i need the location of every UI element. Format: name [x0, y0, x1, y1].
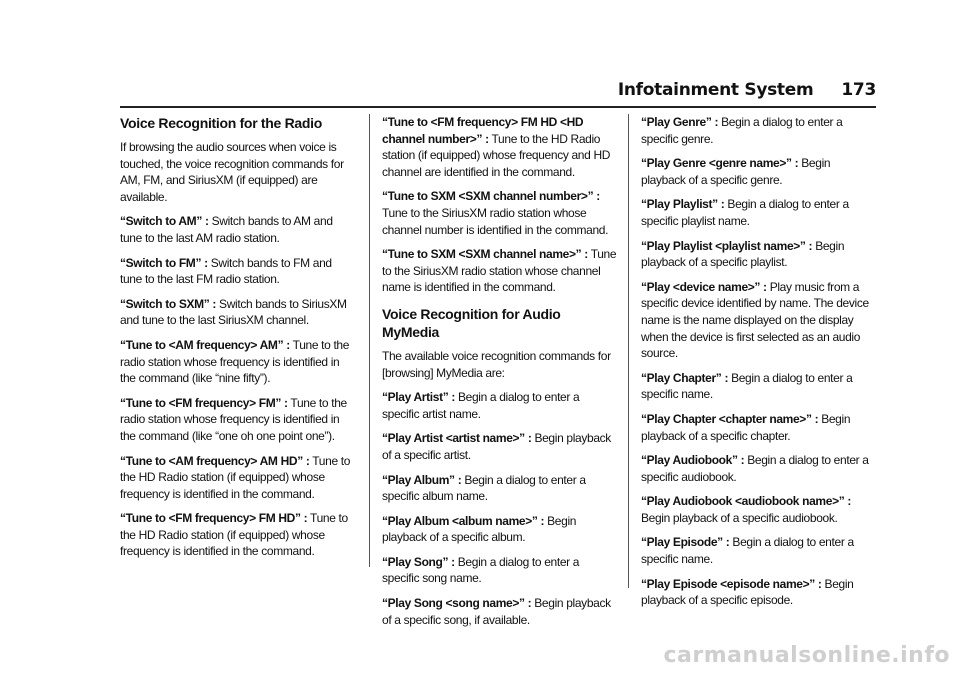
- command-description: Begin playback of a specific artist.: [382, 431, 611, 462]
- command-phrase: “Tune to SXM <SXM channel name>” :: [382, 247, 588, 262]
- command-phrase: “Play Chapter” :: [641, 370, 729, 385]
- command-item: [120, 453, 356, 503]
- watermark: carmanualsonline.info: [663, 643, 950, 668]
- command-item: [641, 452, 877, 485]
- command-phrase: “Tune to <FM frequency> FM HD <HD channel number>” :: [382, 115, 584, 146]
- command-phrase: “Switch to AM” :: [120, 214, 209, 229]
- page-header: [600, 80, 876, 104]
- command-description: Tune to the radio station whose frequency is identified in the command (like “nine fifty”).: [120, 337, 350, 386]
- command-list: [641, 114, 877, 609]
- command-item: [382, 430, 618, 463]
- command-phrase: “Play Audiobook <audiobook name>” :: [641, 494, 852, 509]
- command-item: [382, 472, 618, 505]
- command-phrase: “Tune to <AM frequency> AM HD” :: [120, 453, 310, 468]
- command-phrase: “Tune to <FM frequency> FM” :: [120, 395, 288, 410]
- command-item: [641, 114, 877, 147]
- command-item: [382, 188, 618, 238]
- command-description: Switch bands to FM and tune to the last FM radio station.: [120, 255, 332, 287]
- command-description: Begin a dialog to enter a specific name.: [641, 370, 853, 402]
- command-phrase: “Play Episode <episode name>” :: [641, 576, 822, 591]
- command-description: Begin a dialog to enter a specific genre.: [641, 115, 843, 146]
- command-item: [382, 595, 618, 628]
- command-phrase: “Switch to FM” :: [120, 255, 208, 270]
- command-description: Tune to the HD Radio station (if equipped) whose frequency is identified in the command.: [120, 511, 348, 559]
- command-phrase: “Play Chapter <chapter name>” :: [641, 411, 819, 426]
- intro-paragraph: The available voice recognition commands for [browsing] MyMedia are:: [382, 348, 611, 380]
- command-item: [120, 395, 356, 445]
- command-description: Begin a dialog to enter a specific artist name.: [382, 390, 580, 421]
- command-item: [382, 114, 618, 180]
- command-description: Tune to the SiriusXM radio station whose channel name is identified in the command.: [382, 247, 617, 295]
- command-phrase: “Play Playlist” :: [641, 197, 725, 212]
- command-phrase: “Tune to SXM <SXM channel number>” :: [382, 189, 600, 204]
- command-description: Begin playback of a specific song, if available.: [382, 596, 611, 627]
- command-description: Tune to the SiriusXM radio station whose channel number is identified in the command.: [382, 205, 609, 237]
- command-description: Tune to the radio station whose frequency is identified in the command (like “one oh one point one”).: [120, 395, 347, 443]
- command-phrase: “Tune to <AM frequency> AM” :: [120, 337, 290, 352]
- column-2: [382, 114, 618, 636]
- command-item: [382, 513, 618, 546]
- command-item: [382, 554, 618, 587]
- command-phrase: “Play Song” :: [382, 554, 455, 569]
- command-item: [120, 213, 356, 246]
- command-description: Begin a dialog to enter a specific song name.: [382, 554, 580, 586]
- header-title: Infotainment System: [617, 80, 814, 100]
- command-phrase: “Play Album <album name>” :: [382, 513, 545, 528]
- command-description: Begin playback of a specific chapter.: [641, 411, 851, 443]
- command-phrase: “Play Artist <artist name>” :: [382, 431, 532, 446]
- command-list: [382, 114, 618, 296]
- command-phrase: “Play Playlist <playlist name>” :: [641, 238, 813, 253]
- command-item: [382, 246, 618, 296]
- header-rule: [120, 106, 876, 108]
- command-item: [641, 238, 877, 271]
- command-description: Begin a dialog to enter a specific album name.: [382, 472, 586, 504]
- command-description: Switch bands to SiriusXM and tune to the last SiriusXM channel.: [120, 296, 347, 328]
- command-phrase: “Play Audiobook” :: [641, 453, 745, 468]
- command-item: [641, 279, 877, 362]
- command-description: Tune to the HD Radio station (if equipped) whose frequency is identified in the command.: [120, 453, 351, 501]
- command-phrase: “Play Genre <genre name>” :: [641, 156, 799, 171]
- command-phrase: “Play <device name>” :: [641, 279, 767, 294]
- command-list: [120, 213, 356, 560]
- command-description: Begin playback of a specific album.: [382, 513, 577, 545]
- column-3: [641, 114, 877, 617]
- column-divider-1: [369, 114, 370, 567]
- intro-paragraph: If browsing the audio sources when voice is touched, the voice recognition commands for AM, FM, and SiriusXM (if equipped) are available.: [120, 140, 344, 204]
- command-description: Begin a dialog to enter a specific name.: [641, 535, 854, 567]
- command-description: Tune to the HD Radio station (if equipped) whose frequency and HD channel are identified in the command.: [382, 131, 611, 179]
- column-1: [120, 114, 356, 568]
- section-title-mymedia: Voice Recognition for Audio MyMedia: [382, 305, 561, 340]
- command-description: Play music from a specific device identified by name. The device name is the name displayed on the display when the device is first selected as an audio source.: [641, 279, 869, 361]
- command-item: [641, 370, 877, 403]
- command-description: Begin playback of a specific audiobook.: [641, 510, 838, 525]
- command-list: [382, 389, 618, 628]
- command-description: Begin a dialog to enter a specific playlist name.: [641, 197, 849, 228]
- command-description: Begin playback of a specific playlist.: [641, 238, 845, 270]
- command-item: [641, 411, 877, 444]
- command-item: [120, 296, 356, 329]
- command-description: Begin playback of a specific episode.: [641, 576, 854, 608]
- command-item: [120, 255, 356, 288]
- command-item: [120, 337, 356, 387]
- section-title-radio: Voice Recognition for the Radio: [120, 115, 323, 131]
- command-phrase: “Play Song <song name>” :: [382, 596, 532, 611]
- command-phrase: “Play Artist” :: [382, 390, 455, 405]
- command-phrase: “Tune to <FM frequency> FM HD” :: [120, 511, 308, 526]
- command-description: Switch bands to AM and tune to the last AM radio station.: [120, 214, 333, 245]
- command-description: Begin playback of a specific genre.: [641, 156, 831, 187]
- column-divider-2: [628, 114, 629, 588]
- command-item: [641, 196, 877, 229]
- command-phrase: “Play Album” :: [382, 472, 462, 487]
- page-number: 173: [841, 80, 876, 100]
- command-description: Begin a dialog to enter a specific audiobook.: [641, 453, 869, 484]
- command-item: [120, 510, 356, 560]
- command-phrase: “Play Episode” :: [641, 535, 730, 550]
- command-phrase: “Switch to SXM” :: [120, 296, 217, 311]
- command-item: [641, 155, 877, 188]
- command-item: [641, 576, 877, 609]
- command-item: [641, 493, 877, 526]
- command-item: [641, 534, 877, 567]
- command-item: [382, 389, 618, 422]
- command-phrase: “Play Genre” :: [641, 115, 719, 129]
